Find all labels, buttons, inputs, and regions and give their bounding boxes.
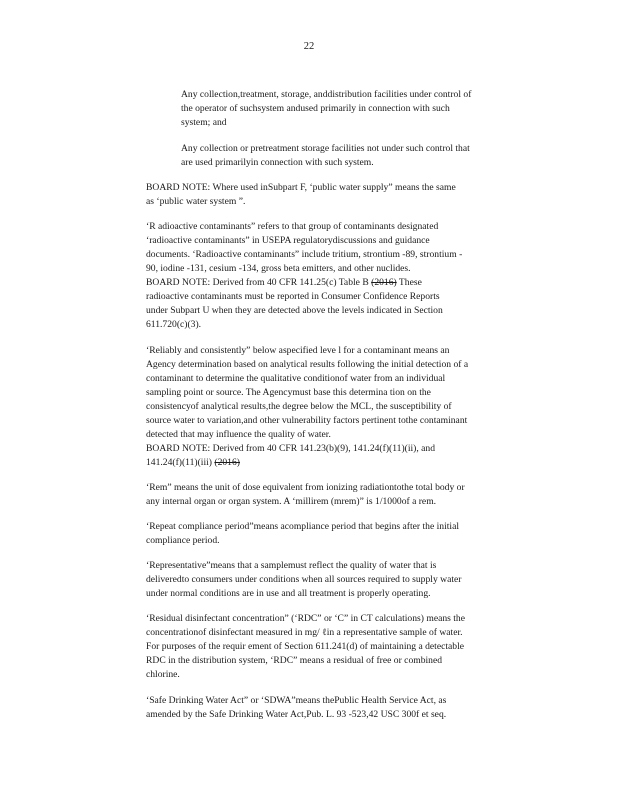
text-line: BOARD NOTE: Derived from 40 CFR 141.23(b)(9), 141.24(f)(11)(ii), and (146, 443, 436, 454)
board-note-public-water-supply (146, 181, 544, 209)
text-line: radioactive contaminants must be reported in Consumer Confidence Reports (146, 291, 440, 302)
struck-year: (2016) (214, 457, 240, 468)
text-line: the operator of suchsystem andused primarily in connection with such (181, 103, 450, 114)
text-line: are used primarilyin connection with such system. (181, 157, 374, 168)
board-note-line (146, 276, 544, 290)
text-line: ‘Reliably and consistently” below aspecified leve l for a contaminant means an (146, 345, 450, 356)
text-line: detected that may influence the quality of water. (146, 429, 331, 440)
text-line: system; and (181, 117, 227, 128)
text-line: documents. ‘Radioactive contaminants” include tritium, strontium -89, strontium - (146, 249, 463, 260)
text-line: source water to variation,and other vulnerability factors pertinent tothe contaminant (146, 415, 468, 426)
text-line: 611.720(c)(3). (146, 319, 202, 330)
struck-year: (2016) (371, 277, 397, 288)
text-line: under normal conditions are in use and all treatment is properly operating. (146, 588, 431, 599)
definition-safe-drinking-water-act (146, 694, 544, 722)
text-line: ‘Representative”means that a samplemust reflect the quality of water that is (146, 560, 437, 571)
paragraph-collection-facilities (181, 88, 542, 130)
text-line: concentrationof disinfectant measured in mg/ ℓin a representative sample of water. (146, 627, 463, 638)
text-line: amended by the Safe Drinking Water Act,Pub. L. 93 -523,42 USC 300f et seq. (146, 709, 447, 720)
board-note-line (146, 456, 544, 470)
text-line: compliance period. (146, 535, 220, 546)
text-line: Any collection or pretreatment storage facilities not under such control that (181, 143, 470, 154)
text-line: Any collection,treatment, storage, anddistribution facilities under control of (181, 89, 472, 100)
text-line: any internal organ or organ system. A ‘millirem (mrem)” is 1/1000of a rem. (146, 496, 437, 507)
text-line: sampling point or source. The Agencymust base this determina tion on the (146, 387, 431, 398)
citation-text: 141.24(f)(11)(iii) (146, 457, 215, 468)
text-line: ‘R adioactive contaminants” refers to that group of contaminants designated (146, 221, 439, 232)
text-line: consistencyof analytical results,the degree below the MCL, the susceptibility of (146, 401, 452, 412)
page-number: 22 (303, 41, 315, 52)
text-line: chlorine. (146, 669, 180, 680)
definition-rem (146, 481, 544, 509)
board-note-text: BOARD NOTE: Derived from 40 CFR 141.25(c) Table B (146, 277, 372, 288)
text-line: deliveredto consumers under conditions when all sources required to supply water (146, 574, 462, 585)
text-line: Agency determination based on analytical results following the initial detection of a (146, 359, 469, 370)
definition-reliably-and-consistently (146, 344, 544, 470)
board-note-text: These (396, 277, 422, 288)
text-line: For purposes of the requir ement of Section 611.241(d) of maintaining a detectable (146, 641, 465, 652)
text-line: ‘Rem” means the unit of dose equivalent from ionizing radiationtothe total body or (146, 482, 465, 493)
paragraph-pretreatment-facilities (181, 142, 542, 170)
text-line: RDC in the distribution system, ‘RDC” means a residual of free or combined (146, 655, 443, 666)
definition-radioactive-contaminants (146, 220, 544, 332)
text-line: under Subpart U when they are detected above the levels indicated in Section (146, 305, 443, 316)
text-line: as ‘public water system ”. (146, 196, 246, 207)
text-line: ‘Safe Drinking Water Act” or ‘SDWA”means thePublic Health Service Act, as (146, 695, 447, 706)
text-line: ‘radioactive contaminants” in USEPA regulatorydiscussions and guidance (146, 235, 430, 246)
text-line: ‘Residual disinfectant concentration” (‘RDC” or ‘C” in CT calculations) means the (146, 613, 465, 624)
definition-repeat-compliance-period (146, 520, 544, 548)
text-line: ‘Repeat compliance period”means acompliance period that begins after the initial (146, 521, 460, 532)
definition-representative (146, 559, 544, 601)
text-line: BOARD NOTE: Where used inSubpart F, ‘public water supply” means the same (146, 182, 456, 193)
definition-residual-disinfectant-concentration (146, 612, 544, 682)
text-line: contaminant to determine the qualitative conditionof water from an individual (146, 373, 446, 384)
text-line: 90, iodine -131, cesium -134, gross beta emitters, and other nuclides. (146, 263, 411, 274)
